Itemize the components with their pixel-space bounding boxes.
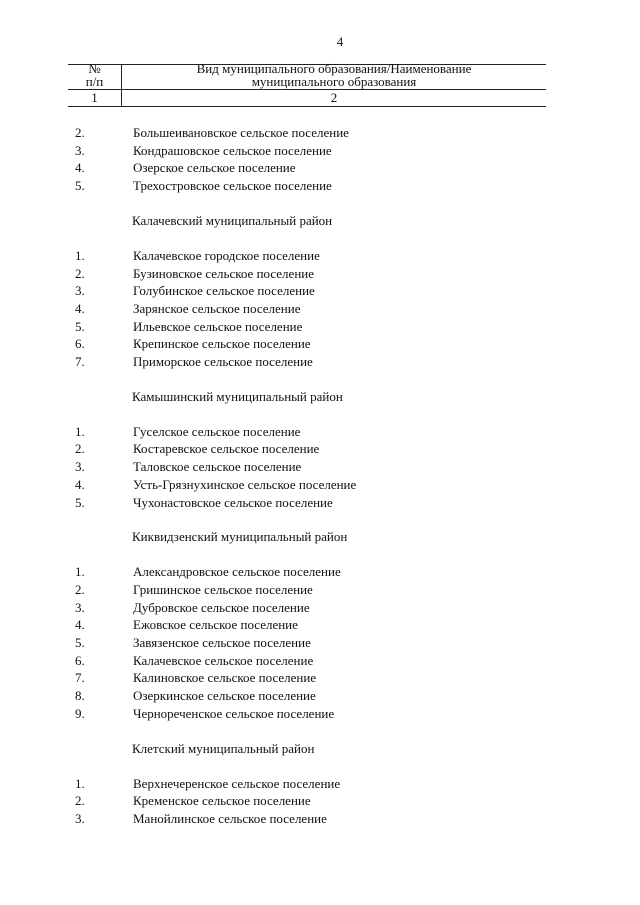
settlement-name: Кременское сельское поселение — [133, 793, 311, 809]
settlement-name: Приморское сельское поселение — [133, 354, 313, 369]
settlement-name: Чернореченское сельское поселение — [133, 705, 335, 721]
item-number: 1. — [75, 775, 85, 791]
item-number: 4. — [75, 617, 85, 633]
item-number: 6. — [75, 652, 85, 668]
settlement-name: Бузиновское сельское поселение — [133, 265, 314, 281]
settlement-name: Гуселское сельское поселение — [133, 423, 301, 439]
page-number: 4 — [336, 34, 344, 49]
item-number: 3. — [75, 283, 85, 299]
item-number: 5. — [75, 318, 85, 334]
settlement-name: Верхнечеренское сельское поселение — [133, 775, 341, 791]
settlement-name: Завязенское сельское поселение — [133, 635, 311, 650]
item-number: 2. — [75, 125, 85, 140]
item-number: 5. — [75, 178, 85, 194]
item-number: 3. — [75, 599, 85, 615]
settlement-name: Калачевское городское поселение — [133, 247, 320, 263]
settlement-name: Голубинское сельское поселение — [133, 283, 315, 299]
settlement-name: Трехостровское сельское поселение — [133, 178, 332, 194]
settlement-name: Озерское сельское поселение — [133, 160, 296, 176]
header-col1-index: 1 — [91, 90, 98, 105]
settlement-name: Ильевское сельское поселение — [133, 318, 303, 334]
district-title: Камышинский муниципальный район — [132, 388, 343, 404]
header-col1-line2: п/п — [85, 74, 104, 89]
settlement-name: Манойлинское сельское поселение — [133, 810, 327, 826]
item-number: 7. — [75, 670, 85, 686]
header-col1-line1: № — [88, 61, 101, 76]
settlement-name: Калачевское сельское поселение — [133, 652, 314, 668]
item-number: 8. — [75, 688, 85, 704]
item-number: 3. — [75, 142, 85, 158]
header-bottom-rule — [68, 106, 546, 107]
settlement-name: Ежовское сельское поселение — [133, 617, 298, 633]
settlement-name: Таловское сельское поселение — [133, 459, 302, 475]
item-number: 1. — [75, 564, 85, 580]
item-number: 9. — [75, 705, 85, 721]
settlement-name: Озеркинское сельское поселение — [133, 688, 316, 704]
item-number: 6. — [75, 336, 85, 352]
district-title: Клетский муниципальный район — [132, 740, 315, 756]
item-number: 2. — [75, 793, 85, 809]
item-number: 5. — [75, 635, 85, 650]
item-number: 4. — [75, 160, 85, 176]
header-col2-line2: муниципального образования — [251, 74, 417, 89]
settlement-name: Гришинское сельское поселение — [133, 581, 313, 597]
item-number: 4. — [75, 476, 85, 492]
district-title: Киквидзенский муниципальный район — [132, 529, 348, 545]
item-number: 2. — [75, 265, 85, 281]
settlement-name: Александровское сельское поселение — [133, 564, 341, 580]
settlement-name: Большеивановское сельское поселение — [133, 125, 349, 140]
settlement-name: Костаревское сельское поселение — [133, 441, 320, 457]
item-number: 1. — [75, 423, 85, 439]
item-number: 3. — [75, 459, 85, 475]
settlement-name: Крепинское сельское поселение — [133, 336, 311, 352]
header-col2-index: 2 — [330, 90, 338, 105]
settlement-name: Чухонастовское сельское поселение — [133, 494, 333, 510]
settlement-name: Дубровское сельское поселение — [133, 599, 310, 615]
settlement-name: Зарянское сельское поселение — [133, 300, 301, 316]
district-title: Калачевский муниципальный район — [132, 212, 333, 228]
settlement-name: Калиновское сельское поселение — [133, 670, 317, 686]
item-number: 1. — [75, 247, 85, 263]
item-number: 4. — [75, 300, 85, 316]
header-middle-rule — [68, 89, 546, 90]
settlement-name: Усть-Грязнухинское сельское поселение — [133, 476, 357, 492]
settlement-name: Кондрашовское сельское поселение — [133, 142, 332, 158]
item-number: 5. — [75, 494, 85, 510]
item-number: 3. — [75, 810, 85, 826]
header-col2-line1: Вид муниципального образования/Наименование — [196, 61, 472, 76]
item-number: 2. — [75, 581, 85, 597]
item-number: 7. — [75, 354, 85, 369]
item-number: 2. — [75, 441, 85, 457]
